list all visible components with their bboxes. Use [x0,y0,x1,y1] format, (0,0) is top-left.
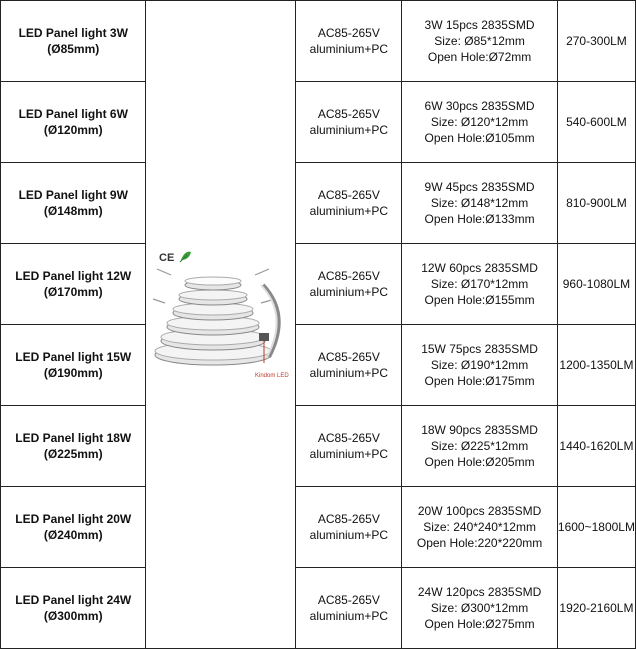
led-spec: 3W 15pcs 2835SMD [424,18,535,32]
input-voltage: AC85-265V [317,269,380,283]
svg-text:CE: CE [158,251,175,264]
product-name: LED Panel light 3W [18,26,128,40]
lumen-value: 810-900LM [566,196,627,210]
size-spec: Size: Ø85*12mm [434,34,525,48]
open-hole-spec: Open Hole:Ø275mm [424,617,535,631]
table-row [1,244,636,325]
product-diameter: (Ø190mm) [43,366,103,380]
power-material-cell [296,487,402,568]
product-name-cell [1,82,146,163]
led-panel-product-photo [151,245,291,405]
led-spec: 24W 120pcs 2835SMD [417,585,542,599]
led-spec: 20W 100pcs 2835SMD [417,504,542,518]
product-image-cell [146,1,296,649]
size-spec: Size: Ø170*12mm [430,277,529,291]
power-material-cell [296,244,402,325]
product-name-cell [1,568,146,649]
power-material-cell [296,163,402,244]
product-diameter: (Ø300mm) [43,609,103,623]
brand-logo: Kindom LED [254,372,289,379]
table-row [1,568,636,649]
input-voltage: AC85-265V [317,26,380,40]
power-material-cell [296,568,402,649]
product-diameter: (Ø240mm) [43,528,103,542]
product-name: LED Panel light 12W [15,269,132,283]
product-diameter: (Ø148mm) [43,204,103,218]
lumen-value: 1600~1800LM [557,520,635,534]
product-name-cell [1,244,146,325]
open-hole-spec: Open Hole:Ø105mm [424,131,535,145]
open-hole-spec: Open Hole:220*220mm [416,536,543,550]
lumen-cell [557,568,635,649]
led-spec: 6W 30pcs 2835SMD [424,99,535,113]
lumen-cell [557,406,635,487]
input-voltage: AC85-265V [317,431,380,445]
lumen-cell [557,163,635,244]
spec-cell [402,325,558,406]
lumen-cell [557,325,635,406]
open-hole-spec: Open Hole:Ø72mm [427,50,532,64]
product-name: LED Panel light 24W [15,593,132,607]
size-spec: Size: Ø300*12mm [430,601,529,615]
input-voltage: AC85-265V [317,107,380,121]
material: aluminium+PC [309,447,389,461]
table-row [1,1,636,82]
size-spec: Size: Ø190*12mm [430,358,529,372]
table-row [1,82,636,163]
power-material-cell [296,82,402,163]
lumen-cell [557,1,635,82]
lumen-value: 1200-1350LM [559,358,634,372]
table-row [1,487,636,568]
table-row [1,325,636,406]
size-spec: Size: Ø225*12mm [430,439,529,453]
product-name: LED Panel light 6W [18,107,128,121]
product-name-cell [1,487,146,568]
led-spec: 9W 45pcs 2835SMD [424,180,535,194]
size-spec: Size: Ø148*12mm [430,196,529,210]
material: aluminium+PC [309,528,389,542]
product-name-cell [1,325,146,406]
power-material-cell [296,1,402,82]
input-voltage: AC85-265V [317,188,380,202]
material: aluminium+PC [309,123,389,137]
product-name: LED Panel light 18W [15,431,132,445]
product-name: LED Panel light 15W [15,350,132,364]
lumen-value: 1440-1620LM [559,439,634,453]
spec-cell [402,1,558,82]
ce-mark [159,251,191,263]
product-name: LED Panel light 20W [15,512,132,526]
product-name: LED Panel light 9W [18,188,128,202]
product-diameter: (Ø170mm) [43,285,103,299]
table-row [1,406,636,487]
product-diameter: (Ø225mm) [43,447,103,461]
lumen-value: 540-600LM [566,115,627,129]
open-hole-spec: Open Hole:Ø133mm [424,212,535,226]
panel-stack-graphic [153,269,275,365]
spec-cell [402,82,558,163]
led-spec: 18W 90pcs 2835SMD [421,423,538,437]
lumen-value: 960-1080LM [562,277,631,291]
product-diameter: (Ø120mm) [43,123,103,137]
led-spec: 15W 75pcs 2835SMD [421,342,538,356]
power-material-cell [296,325,402,406]
driver-box [259,333,269,341]
product-name-cell [1,163,146,244]
rohs-leaf-icon [180,251,191,261]
led-spec: 12W 60pcs 2835SMD [421,261,538,275]
product-diameter: (Ø85mm) [47,42,100,56]
open-hole-spec: Open Hole:Ø205mm [424,455,535,469]
lumen-value: 1920-2160LM [559,601,634,615]
input-voltage: AC85-265V [317,350,380,364]
size-spec: Size: Ø120*12mm [430,115,529,129]
spec-cell [402,244,558,325]
lumen-cell [557,244,635,325]
material: aluminium+PC [309,366,389,380]
open-hole-spec: Open Hole:Ø175mm [424,374,535,388]
table-row [1,163,636,244]
spec-cell [402,487,558,568]
spec-cell [402,163,558,244]
input-voltage: AC85-265V [317,593,380,607]
input-voltage: AC85-265V [317,512,380,526]
lumen-value: 270-300LM [566,34,627,48]
size-spec: Size: 240*240*12mm [423,520,536,534]
product-name-cell [1,1,146,82]
spec-cell [402,568,558,649]
power-material-cell [296,406,402,487]
lumen-cell [557,82,635,163]
material: aluminium+PC [309,609,389,623]
lumen-cell [557,487,635,568]
material: aluminium+PC [309,204,389,218]
product-name-cell [1,406,146,487]
spec-cell [402,406,558,487]
open-hole-spec: Open Hole:Ø155mm [424,293,535,307]
material: aluminium+PC [309,285,389,299]
material: aluminium+PC [309,42,389,56]
